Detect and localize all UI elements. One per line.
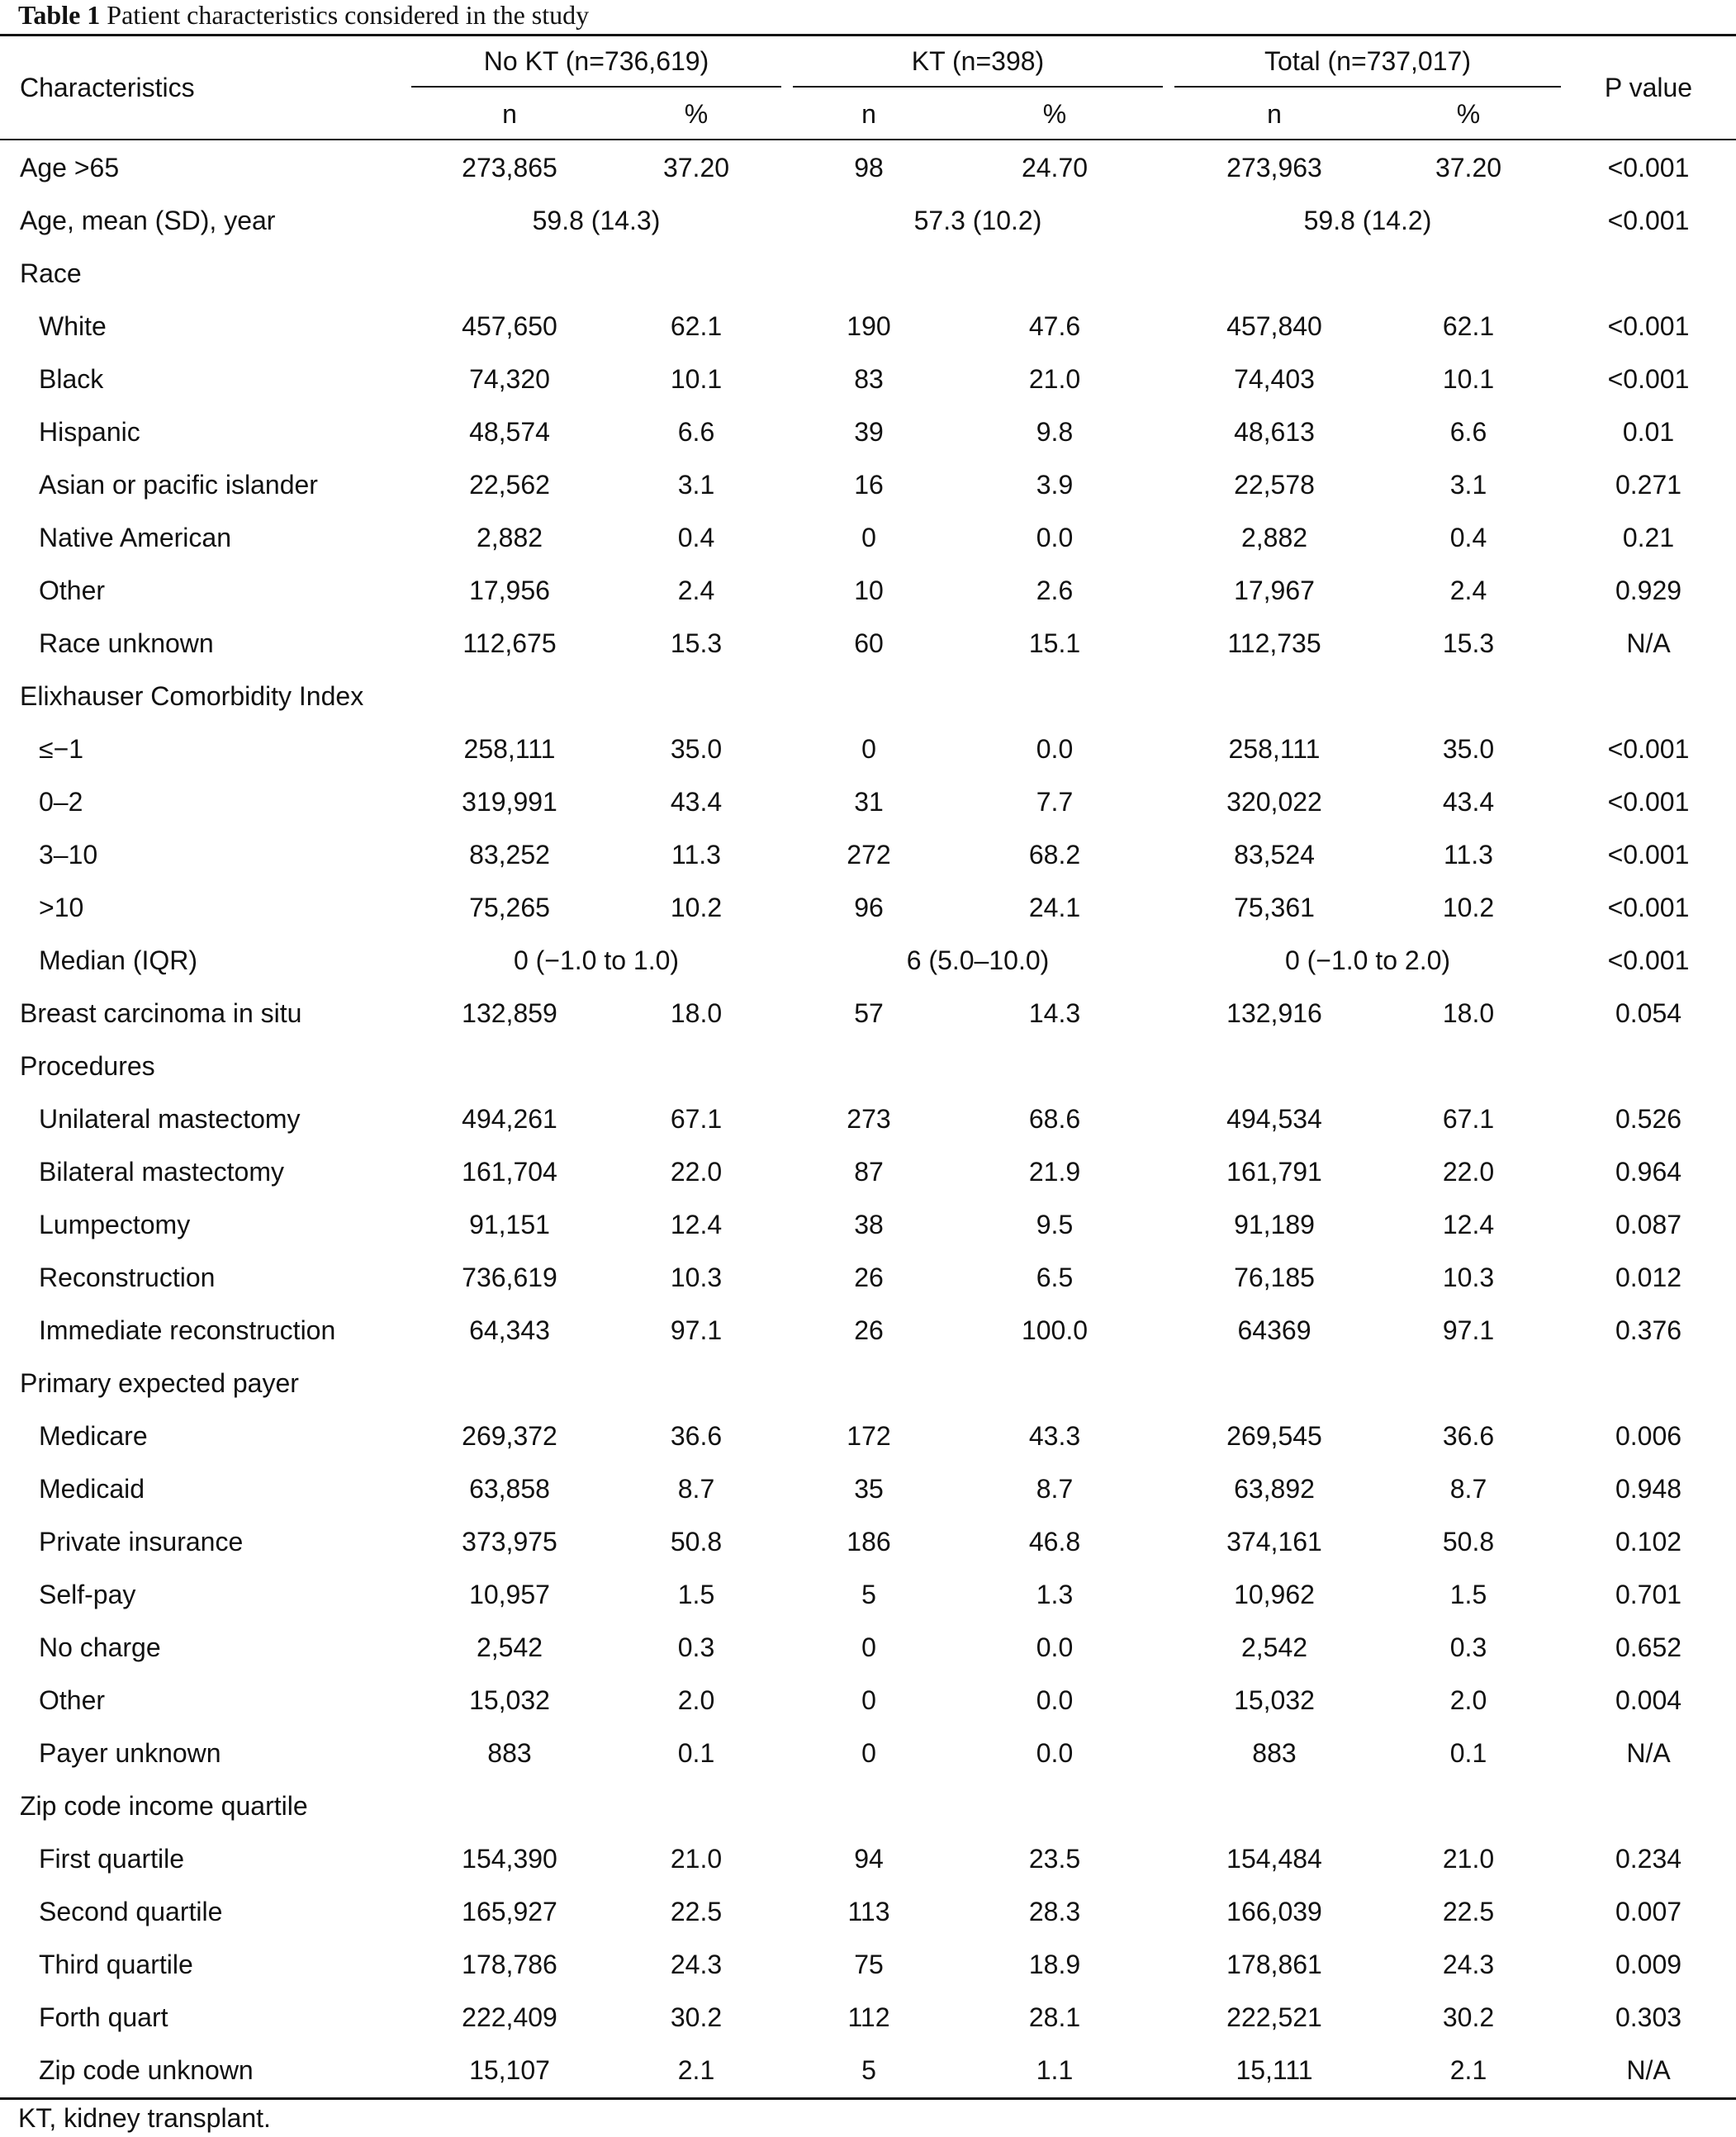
cell-n: 15,107: [469, 2055, 550, 2085]
cell-pct: 8.7: [677, 1474, 715, 1504]
cell-pct: 21.0: [1442, 1844, 1495, 1874]
cell-n: 0: [861, 1632, 876, 1662]
row-label: Unilateral mastectomy: [39, 1104, 301, 1134]
cell-pct: 21.9: [1028, 1157, 1081, 1187]
cell-pct: 10.1: [670, 364, 723, 394]
cell-pvalue: <0.001: [1607, 840, 1690, 869]
cell-n: 31: [854, 787, 884, 817]
cell-n: 75,361: [1234, 893, 1315, 922]
table-caption: [18, 0, 1719, 33]
row-label: Breast carcinoma in situ: [20, 998, 302, 1028]
row-label: No charge: [39, 1632, 161, 1662]
cell-pct: 0.1: [677, 1738, 715, 1768]
cell-n: 26: [854, 1315, 884, 1345]
cell-n: 5: [861, 2055, 876, 2085]
cell-n: 258,111: [1228, 734, 1321, 764]
header-pct: %: [1456, 99, 1481, 129]
cell-pct: 35.0: [1442, 734, 1495, 764]
header-n: n: [1267, 99, 1282, 129]
cell-n: 10,962: [1234, 1580, 1315, 1609]
cell-n: 91,189: [1234, 1210, 1315, 1239]
cell-pct: 1.1: [1036, 2055, 1074, 2085]
cell-n: 2,882: [1240, 523, 1308, 552]
row-label: ≤−1: [39, 734, 84, 764]
row-label: Black: [39, 364, 104, 394]
cell-pvalue: 0.964: [1615, 1157, 1682, 1187]
cell-pct: 2.0: [677, 1685, 715, 1715]
cell-pct: 30.2: [670, 2002, 723, 2032]
cell-n: 48,574: [469, 417, 550, 447]
cell-pvalue: 0.376: [1615, 1315, 1682, 1345]
row-label: Race unknown: [39, 628, 214, 658]
cell-pct: 47.6: [1028, 311, 1081, 341]
cell-pct: 0.0: [1036, 734, 1074, 764]
cell-n: 57: [854, 998, 884, 1028]
cell-n: 319,991: [462, 787, 557, 817]
cell-merged: 0 (−1.0 to 2.0): [1284, 945, 1451, 975]
cell-n: 83: [854, 364, 884, 394]
cell-n: 269,372: [462, 1421, 557, 1451]
row-label: Age, mean (SD), year: [20, 206, 276, 235]
cell-n: 269,545: [1226, 1421, 1322, 1451]
row-label: Procedures: [20, 1051, 155, 1081]
cell-n: 15,032: [469, 1685, 550, 1715]
cell-n: 0: [861, 1685, 876, 1715]
cell-pct: 35.0: [670, 734, 723, 764]
table-label: Table 1: [18, 0, 101, 30]
cell-pct: 15.3: [1442, 628, 1495, 658]
cell-n: 74,403: [1234, 364, 1315, 394]
cell-pct: 10.3: [1442, 1263, 1495, 1292]
cell-n: 457,840: [1226, 311, 1322, 341]
cell-n: 0: [861, 523, 876, 552]
cell-n: 64369: [1237, 1315, 1311, 1345]
cell-n: 16: [854, 470, 884, 500]
cell-pct: 1.5: [677, 1580, 715, 1609]
row-label: Third quartile: [39, 1950, 193, 1979]
cell-n: 96: [854, 893, 884, 922]
cell-n: 272: [847, 840, 891, 869]
cell-pct: 50.8: [670, 1527, 723, 1557]
table-footnote: KT, kidney transplant.: [18, 2103, 271, 2133]
cell-pct: 22.0: [670, 1157, 723, 1187]
cell-pvalue: 0.012: [1615, 1263, 1682, 1292]
header-n: n: [861, 99, 876, 129]
cell-n: 883: [1252, 1738, 1297, 1768]
cell-n: 17,967: [1234, 576, 1315, 605]
row-label: Other: [39, 576, 106, 605]
cell-pct: 28.1: [1028, 2002, 1081, 2032]
cell-n: 132,916: [1226, 998, 1322, 1028]
cell-pct: 0.4: [677, 523, 715, 552]
cell-n: 22,578: [1234, 470, 1315, 500]
cell-pct: 8.7: [1036, 1474, 1074, 1504]
cell-pvalue: 0.929: [1615, 576, 1682, 605]
cell-pct: 15.1: [1028, 628, 1081, 658]
cell-n: 83,252: [469, 840, 550, 869]
cell-pct: 14.3: [1028, 998, 1081, 1028]
cell-n: 2,542: [1240, 1632, 1308, 1662]
cell-n: 113: [847, 1897, 890, 1926]
cell-pct: 30.2: [1442, 2002, 1495, 2032]
cell-pvalue: 0.054: [1615, 998, 1682, 1028]
cell-pct: 3.1: [677, 470, 715, 500]
cell-pct: 36.6: [670, 1421, 723, 1451]
cell-n: 172: [847, 1421, 891, 1451]
cell-n: 112,675: [462, 628, 557, 658]
row-label: 0–2: [39, 787, 83, 817]
cell-n: 75: [854, 1950, 884, 1979]
cell-n: 0: [861, 734, 876, 764]
cell-n: 494,534: [1226, 1104, 1322, 1134]
cell-pct: 15.3: [670, 628, 723, 658]
cell-n: 186: [847, 1527, 891, 1557]
cell-pvalue: <0.001: [1607, 364, 1690, 394]
cell-pct: 0.3: [1449, 1632, 1487, 1662]
cell-pvalue: 0.006: [1615, 1421, 1682, 1451]
cell-pct: 22.0: [1442, 1157, 1495, 1187]
row-label: Race: [20, 258, 82, 288]
cell-pct: 12.4: [670, 1210, 723, 1239]
cell-n: 87: [854, 1157, 884, 1187]
cell-n: 2,882: [476, 523, 543, 552]
header-n: n: [502, 99, 517, 129]
cell-n: 883: [487, 1738, 532, 1768]
cell-pct: 46.8: [1028, 1527, 1081, 1557]
cell-pct: 10.2: [1442, 893, 1495, 922]
cell-pct: 36.6: [1442, 1421, 1495, 1451]
header-pct: %: [684, 99, 709, 129]
header-pvalue: P value: [1604, 73, 1693, 102]
cell-pct: 37.20: [1435, 153, 1502, 182]
cell-pvalue: 0.009: [1615, 1950, 1682, 1979]
row-label: Payer unknown: [39, 1738, 221, 1768]
row-label: Self-pay: [39, 1580, 136, 1609]
row-label: Asian or pacific islander: [39, 470, 318, 500]
cell-pct: 50.8: [1442, 1527, 1495, 1557]
cell-pct: 24.1: [1028, 893, 1081, 922]
cell-pct: 100.0: [1021, 1315, 1089, 1345]
cell-pct: 10.3: [670, 1263, 723, 1292]
cell-n: 273: [847, 1104, 891, 1134]
row-label: Forth quart: [39, 2002, 168, 2032]
row-label: Zip code unknown: [39, 2055, 254, 2085]
cell-pct: 6.5: [1036, 1263, 1074, 1292]
cell-pct: 11.3: [671, 840, 721, 869]
cell-n: 48,613: [1234, 417, 1315, 447]
cell-pct: 97.1: [670, 1315, 723, 1345]
cell-pct: 3.9: [1036, 470, 1074, 500]
cell-n: 457,650: [462, 311, 557, 341]
cell-n: 258,111: [463, 734, 556, 764]
cell-n: 154,390: [462, 1844, 557, 1874]
cell-n: 112,735: [1227, 628, 1321, 658]
cell-n: 76,185: [1234, 1263, 1315, 1292]
cell-pvalue: N/A: [1626, 1738, 1671, 1768]
cell-n: 222,521: [1226, 2002, 1322, 2032]
cell-pct: 97.1: [1442, 1315, 1495, 1345]
cell-n: 736,619: [462, 1263, 557, 1292]
cell-pvalue: 0.087: [1615, 1210, 1682, 1239]
row-label: Immediate reconstruction: [39, 1315, 336, 1345]
cell-pct: 22.5: [670, 1897, 723, 1926]
cell-n: 38: [854, 1210, 884, 1239]
row-label: Reconstruction: [39, 1263, 216, 1292]
cell-n: 161,791: [1226, 1157, 1322, 1187]
cell-pvalue: 0.01: [1622, 417, 1675, 447]
cell-n: 178,861: [1226, 1950, 1322, 1979]
cell-n: 75,265: [469, 893, 550, 922]
cell-n: 98: [854, 153, 884, 182]
cell-pct: 24.3: [1442, 1950, 1495, 1979]
cell-pvalue: N/A: [1626, 2055, 1671, 2085]
row-label: Elixhauser Comorbidity Index: [20, 681, 364, 711]
row-label: >10: [39, 893, 84, 922]
cell-n: 60: [854, 628, 884, 658]
row-label: Medicare: [39, 1421, 148, 1451]
cell-n: 15,111: [1236, 2055, 1313, 2085]
cell-n: 22,562: [469, 470, 550, 500]
row-label: Native American: [39, 523, 231, 552]
cell-n: 494,261: [462, 1104, 557, 1134]
cell-n: 63,892: [1234, 1474, 1315, 1504]
cell-pvalue: 0.004: [1615, 1685, 1682, 1715]
cell-n: 91,151: [469, 1210, 550, 1239]
cell-pct: 18.0: [670, 998, 723, 1028]
cell-pvalue: 0.271: [1615, 470, 1682, 500]
cell-pct: 0.4: [1449, 523, 1487, 552]
cell-pct: 12.4: [1442, 1210, 1495, 1239]
cell-pvalue: 0.652: [1615, 1632, 1682, 1662]
cell-n: 373,975: [462, 1527, 557, 1557]
header-pct: %: [1042, 99, 1067, 129]
cell-pct: 43.4: [1442, 787, 1495, 817]
cell-n: 273,865: [462, 153, 557, 182]
cell-n: 374,161: [1226, 1527, 1322, 1557]
cell-pct: 67.1: [1442, 1104, 1495, 1134]
cell-n: 222,409: [462, 2002, 557, 2032]
cell-pct: 2.4: [1449, 576, 1487, 605]
cell-pct: 1.5: [1449, 1580, 1487, 1609]
cell-pct: 18.0: [1442, 998, 1495, 1028]
header-group-kt: KT (n=398): [911, 46, 1045, 76]
cell-n: 26: [854, 1263, 884, 1292]
cell-pct: 6.6: [677, 417, 715, 447]
cell-n: 132,859: [462, 998, 557, 1028]
cell-pvalue: 0.948: [1615, 1474, 1682, 1504]
cell-pct: 3.1: [1449, 470, 1487, 500]
cell-n: 190: [847, 311, 891, 341]
cell-pvalue: <0.001: [1607, 206, 1690, 235]
cell-pvalue: <0.001: [1607, 893, 1690, 922]
row-label: Medicaid: [39, 1474, 145, 1504]
cell-pct: 10.1: [1442, 364, 1495, 394]
cell-pvalue: N/A: [1626, 628, 1671, 658]
header-bottom-rule: [0, 139, 1736, 140]
cell-pvalue: <0.001: [1607, 153, 1690, 182]
cell-pct: 0.0: [1036, 1685, 1074, 1715]
cell-pct: 0.0: [1036, 1738, 1074, 1768]
cell-pct: 2.1: [677, 2055, 715, 2085]
cell-pct: 23.5: [1028, 1844, 1081, 1874]
cell-pct: 28.3: [1028, 1897, 1081, 1926]
cell-pvalue: 0.234: [1615, 1844, 1682, 1874]
cell-pvalue: 0.21: [1622, 523, 1675, 552]
cell-pct: 62.1: [670, 311, 723, 341]
cell-pct: 67.1: [670, 1104, 723, 1134]
cell-n: 112: [847, 2002, 890, 2032]
header-group-no-kt: No KT (n=736,619): [483, 46, 709, 76]
cell-pct: 24.70: [1021, 153, 1089, 182]
cell-pct: 68.2: [1028, 840, 1081, 869]
cell-n: 154,484: [1226, 1844, 1322, 1874]
cell-n: 63,858: [469, 1474, 550, 1504]
row-label: Private insurance: [39, 1527, 244, 1557]
cell-pct: 37.20: [662, 153, 730, 182]
cell-n: 17,956: [469, 576, 550, 605]
row-label: Median (IQR): [39, 945, 198, 975]
cell-pct: 18.9: [1028, 1950, 1081, 1979]
cell-pct: 68.6: [1028, 1104, 1081, 1134]
cell-pct: 0.1: [1449, 1738, 1487, 1768]
cell-n: 74,320: [469, 364, 550, 394]
row-label: Second quartile: [39, 1897, 223, 1926]
cell-pct: 21.0: [1028, 364, 1081, 394]
row-label: Primary expected payer: [20, 1368, 299, 1398]
cell-merged: 59.8 (14.3): [532, 206, 661, 235]
cell-pct: 11.3: [1444, 840, 1493, 869]
cell-pvalue: 0.701: [1615, 1580, 1682, 1609]
cell-pvalue: 0.007: [1615, 1897, 1682, 1926]
cell-n: 5: [861, 1580, 876, 1609]
table-title: Patient characteristics considered in the study: [107, 0, 590, 30]
cell-pct: 2.4: [677, 576, 715, 605]
cell-pct: 2.1: [1449, 2055, 1487, 2085]
cell-pvalue: <0.001: [1607, 945, 1690, 975]
cell-pct: 22.5: [1442, 1897, 1495, 1926]
cell-n: 94: [854, 1844, 884, 1874]
cell-n: 39: [854, 417, 884, 447]
cell-pct: 62.1: [1442, 311, 1495, 341]
row-label: Age >65: [20, 153, 120, 182]
cell-pct: 24.3: [670, 1950, 723, 1979]
cell-pct: 43.4: [670, 787, 723, 817]
header-group-total: Total (n=737,017): [1264, 46, 1471, 76]
row-label: Lumpectomy: [39, 1210, 191, 1239]
cell-merged: 59.8 (14.2): [1303, 206, 1432, 235]
cell-pct: 1.3: [1036, 1580, 1074, 1609]
cell-n: 2,542: [476, 1632, 543, 1662]
cell-pct: 10.2: [670, 893, 723, 922]
cell-pct: 9.5: [1036, 1210, 1074, 1239]
cell-n: 273,963: [1226, 153, 1322, 182]
row-label: Zip code income quartile: [20, 1791, 308, 1821]
cell-pct: 9.8: [1036, 417, 1074, 447]
row-label: Hispanic: [39, 417, 140, 447]
cell-n: 15,032: [1234, 1685, 1315, 1715]
row-label: Other: [39, 1685, 106, 1715]
row-label: Bilateral mastectomy: [39, 1157, 284, 1187]
cell-pct: 0.3: [677, 1632, 715, 1662]
cell-n: 35: [854, 1474, 884, 1504]
cell-n: 0: [861, 1738, 876, 1768]
cell-pct: 2.0: [1449, 1685, 1487, 1715]
cell-pct: 43.3: [1028, 1421, 1081, 1451]
cell-pvalue: 0.102: [1615, 1527, 1682, 1557]
cell-n: 83,524: [1234, 840, 1315, 869]
row-label: White: [39, 311, 107, 341]
cell-pct: 2.6: [1036, 576, 1074, 605]
cell-n: 64,343: [469, 1315, 550, 1345]
cell-pvalue: <0.001: [1607, 311, 1690, 341]
cell-pvalue: <0.001: [1607, 787, 1690, 817]
cell-n: 10,957: [469, 1580, 550, 1609]
cell-pct: 7.7: [1036, 787, 1074, 817]
cell-n: 320,022: [1226, 787, 1322, 817]
cell-merged: 57.3 (10.2): [913, 206, 1042, 235]
cell-n: 178,786: [462, 1950, 557, 1979]
cell-pvalue: <0.001: [1607, 734, 1690, 764]
row-label: First quartile: [39, 1844, 185, 1874]
cell-n: 165,927: [462, 1897, 557, 1926]
cell-merged: 0 (−1.0 to 1.0): [513, 945, 680, 975]
cell-n: 161,704: [462, 1157, 557, 1187]
cell-pvalue: 0.303: [1615, 2002, 1682, 2032]
cell-pct: 0.0: [1036, 1632, 1074, 1662]
cell-pvalue: 0.526: [1615, 1104, 1682, 1134]
row-label: 3–10: [39, 840, 98, 869]
cell-n: 10: [854, 576, 884, 605]
cell-pct: 21.0: [670, 1844, 723, 1874]
cell-pct: 6.6: [1449, 417, 1487, 447]
cell-pct: 0.0: [1036, 523, 1074, 552]
header-characteristics: Characteristics: [20, 73, 195, 102]
cell-merged: 6 (5.0–10.0): [906, 945, 1050, 975]
cell-n: 166,039: [1226, 1897, 1322, 1926]
cell-pct: 8.7: [1449, 1474, 1487, 1504]
